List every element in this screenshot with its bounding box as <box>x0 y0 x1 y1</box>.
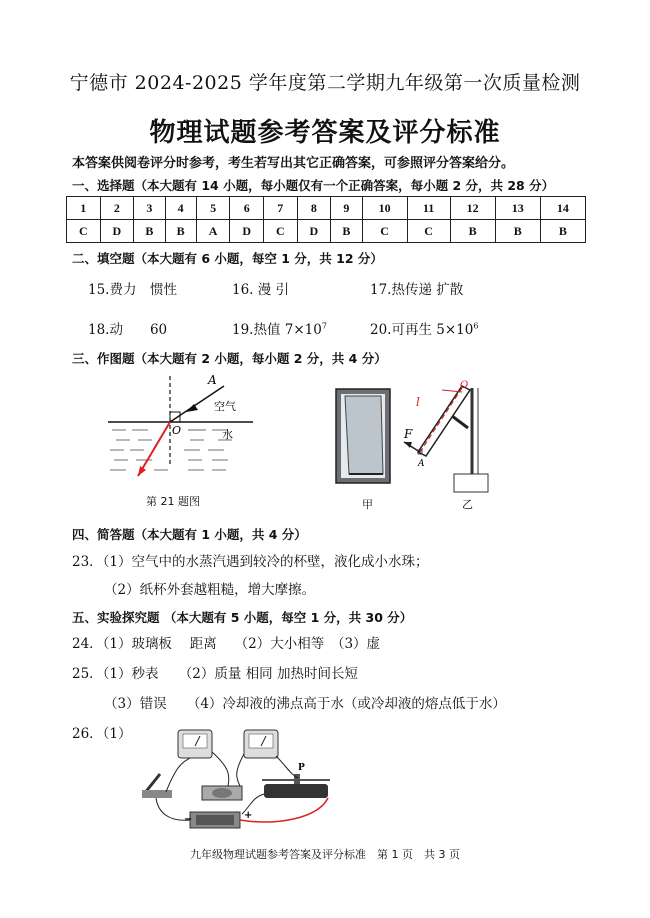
page-footer: 九年级物理试题参考答案及评分标准 第 1 页 共 3 页 <box>190 848 460 861</box>
table-cell: 11 <box>407 197 450 220</box>
table-cell: B <box>165 220 196 243</box>
section-3-heading: 三、作图题（本大题有 2 小题，每小题 2 分，共 4 分） <box>72 351 387 366</box>
table-cell: 1 <box>67 197 101 220</box>
table-cell: 5 <box>196 197 230 220</box>
section-5-heading: 五、实验探究题 （本大题有 5 小题，每空 1 分，共 30 分） <box>72 610 413 625</box>
label-air: 空气 <box>214 400 236 413</box>
answer-q16: 16. 漫 引 <box>232 282 290 298</box>
answer-q17: 17.热传递 扩散 <box>370 282 464 298</box>
choice-answer-table <box>66 196 586 243</box>
answer-q20-text: 20.可再生 5×10 <box>370 322 474 338</box>
answer-q19-text: 19.热值 7×10 <box>232 322 322 338</box>
table-cell: 7 <box>264 197 298 220</box>
label-l: l <box>416 395 420 409</box>
answer-q26: 26．（1） <box>72 726 132 742</box>
table-cell: D <box>230 220 264 243</box>
answer-q18: 18.动 60 <box>88 322 168 338</box>
table-cell: B <box>495 220 540 243</box>
label-O-lever: O <box>460 380 469 391</box>
answer-q23-1: 23．（1）空气中的水蒸汽遇到较冷的杯壁，液化成小水珠； <box>72 554 429 570</box>
answer-q19-exponent: 7 <box>321 321 327 331</box>
label-O: O <box>172 424 182 437</box>
table-cell: B <box>134 220 165 243</box>
table-cell: 10 <box>362 197 407 220</box>
section-4-heading: 四、简答题（本大题有 1 小题，共 4 分） <box>72 527 307 542</box>
label-plus: + <box>244 810 253 821</box>
question-number-row <box>67 197 586 220</box>
fig21-caption: 第 21 题图 <box>146 495 200 508</box>
table-cell: B <box>450 220 495 243</box>
table-cell: 9 <box>331 197 362 220</box>
answer-row <box>67 220 586 243</box>
table-cell: 13 <box>495 197 540 220</box>
table-cell: 3 <box>134 197 165 220</box>
answer-key-title: 物理试题参考答案及评分标准 <box>149 118 501 148</box>
table-cell: B <box>540 220 585 243</box>
table-cell: 12 <box>450 197 495 220</box>
label-F: F <box>404 427 413 441</box>
table-cell: 2 <box>100 197 134 220</box>
label-A: A <box>208 373 217 387</box>
table-cell: C <box>362 220 407 243</box>
answer-q25-1: 25．（1）秒表 （2）质量 相同 加热时间长短 <box>72 666 358 682</box>
table-cell: C <box>67 220 101 243</box>
lever-diagram <box>402 378 498 498</box>
table-cell: C <box>407 220 450 243</box>
table-cell: 4 <box>165 197 196 220</box>
label-P: P <box>298 763 305 773</box>
table-cell: 8 <box>297 197 331 220</box>
answer-q20 <box>370 318 478 338</box>
fig22-yi-caption: 乙 <box>462 498 473 511</box>
refraction-diagram <box>108 372 258 497</box>
window-diagram <box>335 388 391 484</box>
table-cell: A <box>196 220 230 243</box>
answer-q20-exponent: 6 <box>473 321 479 331</box>
exam-title: 宁德市 2024-2025 学年度第二学期九年级第一次质量检测 <box>69 72 581 94</box>
label-minus: − <box>184 814 193 825</box>
section-1-heading: 一、选择题（本大题有 14 小题，每小题仅有一个正确答案，每小题 2 分，共 28 分） <box>72 178 555 193</box>
answer-q25-2: （3）错误 （4）冷却液的沸点高于水（或冷却液的熔点低于水） <box>104 696 506 712</box>
answer-q19 <box>232 318 327 338</box>
table-cell: 14 <box>540 197 585 220</box>
table-cell: D <box>297 220 331 243</box>
label-water: 水 <box>222 428 233 441</box>
grading-note: 本答案供阅卷评分时参考，考生若写出其它正确答案，可参照评分答案给分。 <box>72 156 515 171</box>
fig22-jia-caption: 甲 <box>362 498 373 511</box>
answer-q23-2: （2）纸杯外套越粗糙，增大摩擦。 <box>104 582 316 598</box>
table-cell: 6 <box>230 197 264 220</box>
answer-q24: 24．（1）玻璃板 距离 （2）大小相等 （3）虚 <box>72 636 381 652</box>
table-cell: C <box>264 220 298 243</box>
section-2-heading: 二、填空题（本大题有 6 小题，每空 1 分，共 12 分） <box>72 251 383 266</box>
label-A-lever: A <box>418 459 425 469</box>
answer-q15: 15.费力 惯性 <box>88 282 177 298</box>
circuit-diagram <box>138 722 348 842</box>
table-cell: B <box>331 220 362 243</box>
table-cell: D <box>100 220 134 243</box>
